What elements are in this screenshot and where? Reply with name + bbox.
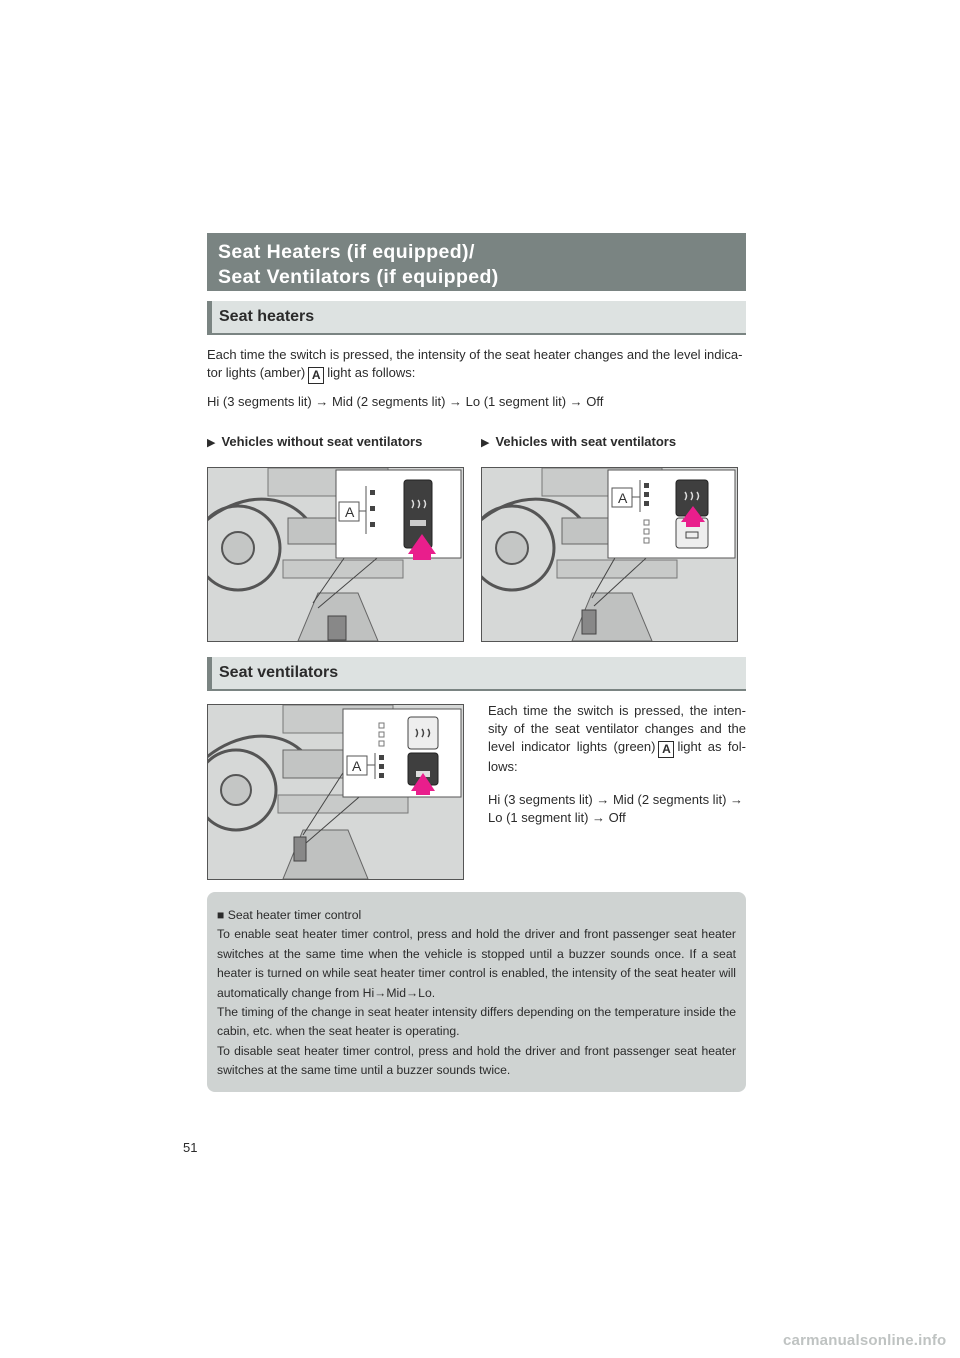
section-title-line1: Seat Heaters (if equipped)/ [218, 241, 475, 263]
subheading-seat-ventilators-text: Seat ventilators [219, 664, 339, 681]
note-paragraph-1: To enable seat heater timer control, press and hold the driver and front passenger seat heater switches at the same time when the vehicle is stopped until a buzzer sounds once. If a seat heater is turned on while seat heater timer control is enabled, the intensity of the seat heater will automatically change from Hi→Mid→Lo. [217, 927, 736, 1000]
section-title-band [207, 233, 746, 291]
triangle-bullet-icon: ▶ [481, 437, 490, 449]
seat-ventilators-description [488, 702, 746, 776]
subheading-bar [207, 301, 212, 333]
figure-dashboard-with-ventilators [481, 467, 738, 642]
seat-ventilators-desc-text: Each time the switch is pressed, the inten-sity of the seat ventilator changes and the level indicator lights (green) [488, 703, 746, 754]
note-text [217, 906, 736, 1081]
label-a-badge: A [308, 367, 324, 384]
svg-text:A: A [618, 490, 628, 506]
watermark: carmanualsonline.info [783, 1332, 947, 1349]
page-number: 51 [183, 1140, 198, 1155]
svg-text:A: A [352, 758, 362, 774]
note-box-timer-control [207, 892, 746, 1092]
figure-dashboard-ventilators [207, 704, 464, 880]
subheading-seat-heaters-text: Seat heaters [219, 308, 315, 325]
seat-heaters-desc-text: Each time the switch is pressed, the intensity of the seat heater changes and the level indica-tor lights (amber) [207, 347, 743, 380]
subheading-bar [207, 657, 212, 689]
seat-heaters-description [207, 346, 746, 384]
caption-with-ventilators [481, 434, 676, 449]
note-title: ■ Seat heater timer control [217, 908, 362, 922]
svg-text:A: A [345, 504, 355, 520]
figure-dashboard-without-ventilators [207, 467, 464, 642]
caption-without-ventilators [207, 434, 422, 449]
caption-with-ventilators-text: Vehicles with seat ventilators [495, 434, 677, 449]
seat-ventilators-desc-text-end: light as fol-lows: [488, 739, 746, 774]
section-title-line2: Seat Ventilators (if equipped) [218, 266, 499, 288]
label-a-badge: A [658, 741, 674, 758]
note-paragraph-2: The timing of the change in seat heater intensity differs depending on the temperature inside the cabin, etc. when the seat heater is operating. [217, 1005, 736, 1039]
seat-heaters-desc-text-end: light as follows: [327, 365, 416, 380]
seat-ventilators-sequence: Hi (3 segments lit) → Mid (2 segments lit) → Lo (1 segment lit) → Off [488, 792, 744, 825]
triangle-bullet-icon: ▶ [207, 437, 216, 449]
seat-heaters-sequence: Hi (3 segments lit) → Mid (2 segments lit) → Lo (1 segment lit) → Off [207, 394, 604, 409]
note-paragraph-3: To disable seat heater timer control, press and hold the driver and front passenger seat heater switches at the same time until a buzzer sounds twice. [217, 1043, 736, 1078]
subheading-seat-ventilators [207, 657, 746, 691]
caption-without-ventilators-text: Vehicles without seat ventilators [221, 434, 423, 449]
subheading-seat-heaters [207, 301, 746, 335]
